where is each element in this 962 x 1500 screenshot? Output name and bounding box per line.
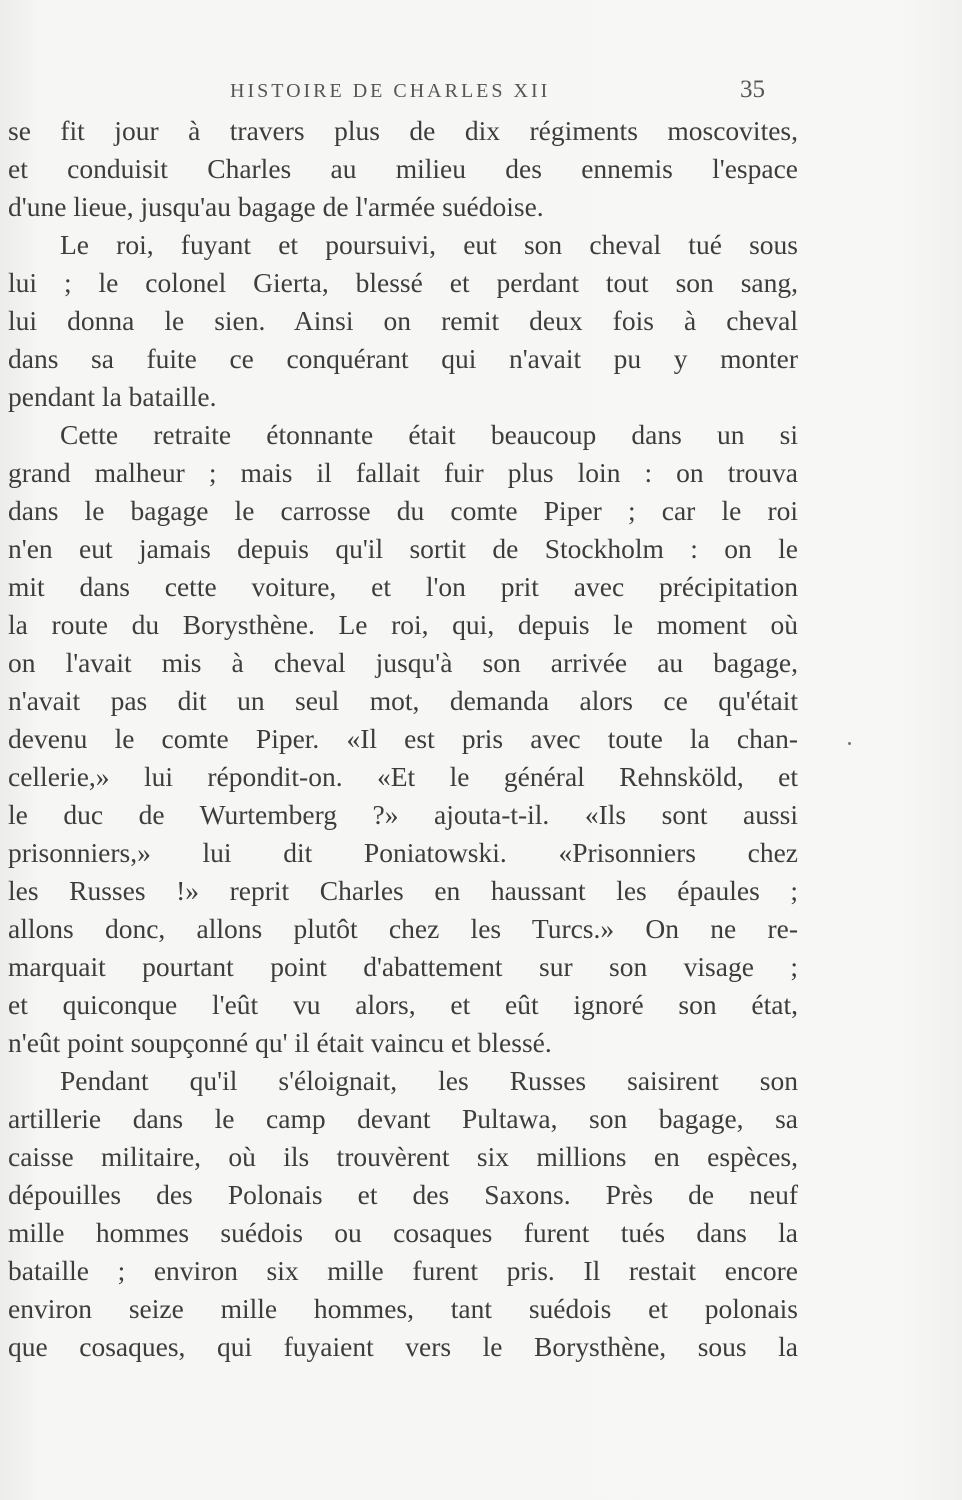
text-line: allons donc, allons plutôt chez les Turcs.» On ne re-	[8, 913, 798, 944]
print-speck	[848, 742, 851, 745]
text-line: la route du Borysthène. Le roi, qui, depuis le moment où	[8, 609, 798, 640]
text-line: Pendant qu'il s'éloignait, les Russes saisirent son	[60, 1065, 798, 1096]
text-line: cellerie,» lui répondit-on. «Et le général Rehnsköld, et	[8, 761, 798, 792]
text-line: Cette retraite étonnante était beaucoup dans un si	[60, 419, 798, 450]
text-line: pendant la bataille.	[8, 381, 217, 412]
text-line: et quiconque l'eût vu alors, et eût ignoré son état,	[8, 989, 798, 1020]
text-line: marquait pourtant point d'abattement sur son visage ;	[8, 951, 798, 982]
text-line: grand malheur ; mais il fallait fuir plus loin : on trouva	[8, 457, 798, 488]
text-line: artillerie dans le camp devant Pultawa, son bagage, sa	[8, 1103, 798, 1134]
text-line: bataille ; environ six mille furent pris. Il restait encore	[8, 1255, 798, 1286]
text-line: n'eût point soupçonné qu' il était vaincu et blessé.	[8, 1027, 552, 1058]
text-line: mille hommes suédois ou cosaques furent tués dans la	[8, 1217, 798, 1248]
text-line: se fit jour à travers plus de dix régiments moscovites,	[8, 115, 798, 146]
text-line: le duc de Wurtemberg ?» ajouta-t-il. «Ils sont aussi	[8, 799, 798, 830]
text-line: dépouilles des Polonais et des Saxons. Près de neuf	[8, 1179, 798, 1210]
running-title: HISTOIRE DE CHARLES XII	[230, 80, 551, 102]
text-line: n'avait pas dit un seul mot, demanda alors ce qu'était	[8, 685, 798, 716]
body-text	[8, 112, 798, 1366]
text-line: mit dans cette voiture, et l'on prit avec précipitation	[8, 571, 798, 602]
text-line: d'une lieue, jusqu'au bagage de l'armée suédoise.	[8, 191, 544, 222]
text-line: lui ; le colonel Gierta, blessé et perdant tout son sang,	[8, 267, 798, 298]
text-line: Le roi, fuyant et poursuivi, eut son cheval tué sous	[60, 229, 798, 260]
text-line: que cosaques, qui fuyaient vers le Borysthène, sous la	[8, 1331, 798, 1362]
text-line: environ seize mille hommes, tant suédois et polonais	[8, 1293, 798, 1324]
text-line: lui donna le sien. Ainsi on remit deux fois à cheval	[8, 305, 798, 336]
text-line: devenu le comte Piper. «Il est pris avec toute la chan-	[8, 723, 798, 754]
text-line: n'en eut jamais depuis qu'il sortit de Stockholm : on le	[8, 533, 798, 564]
text-line: caisse militaire, où ils trouvèrent six millions en espèces,	[8, 1141, 798, 1172]
page-header	[0, 72, 962, 112]
text-line: dans sa fuite ce conquérant qui n'avait pu y monter	[8, 343, 798, 374]
text-line: on l'avait mis à cheval jusqu'à son arrivée au bagage,	[8, 647, 798, 678]
text-line: et conduisit Charles au milieu des ennemis l'espace	[8, 153, 798, 184]
page-number: 35	[740, 76, 765, 103]
text-line: prisonniers,» lui dit Poniatowski. «Prisonniers chez	[8, 837, 798, 868]
text-line: dans le bagage le carrosse du comte Piper ; car le roi	[8, 495, 798, 526]
text-line: les Russes !» reprit Charles en haussant les épaules ;	[8, 875, 798, 906]
